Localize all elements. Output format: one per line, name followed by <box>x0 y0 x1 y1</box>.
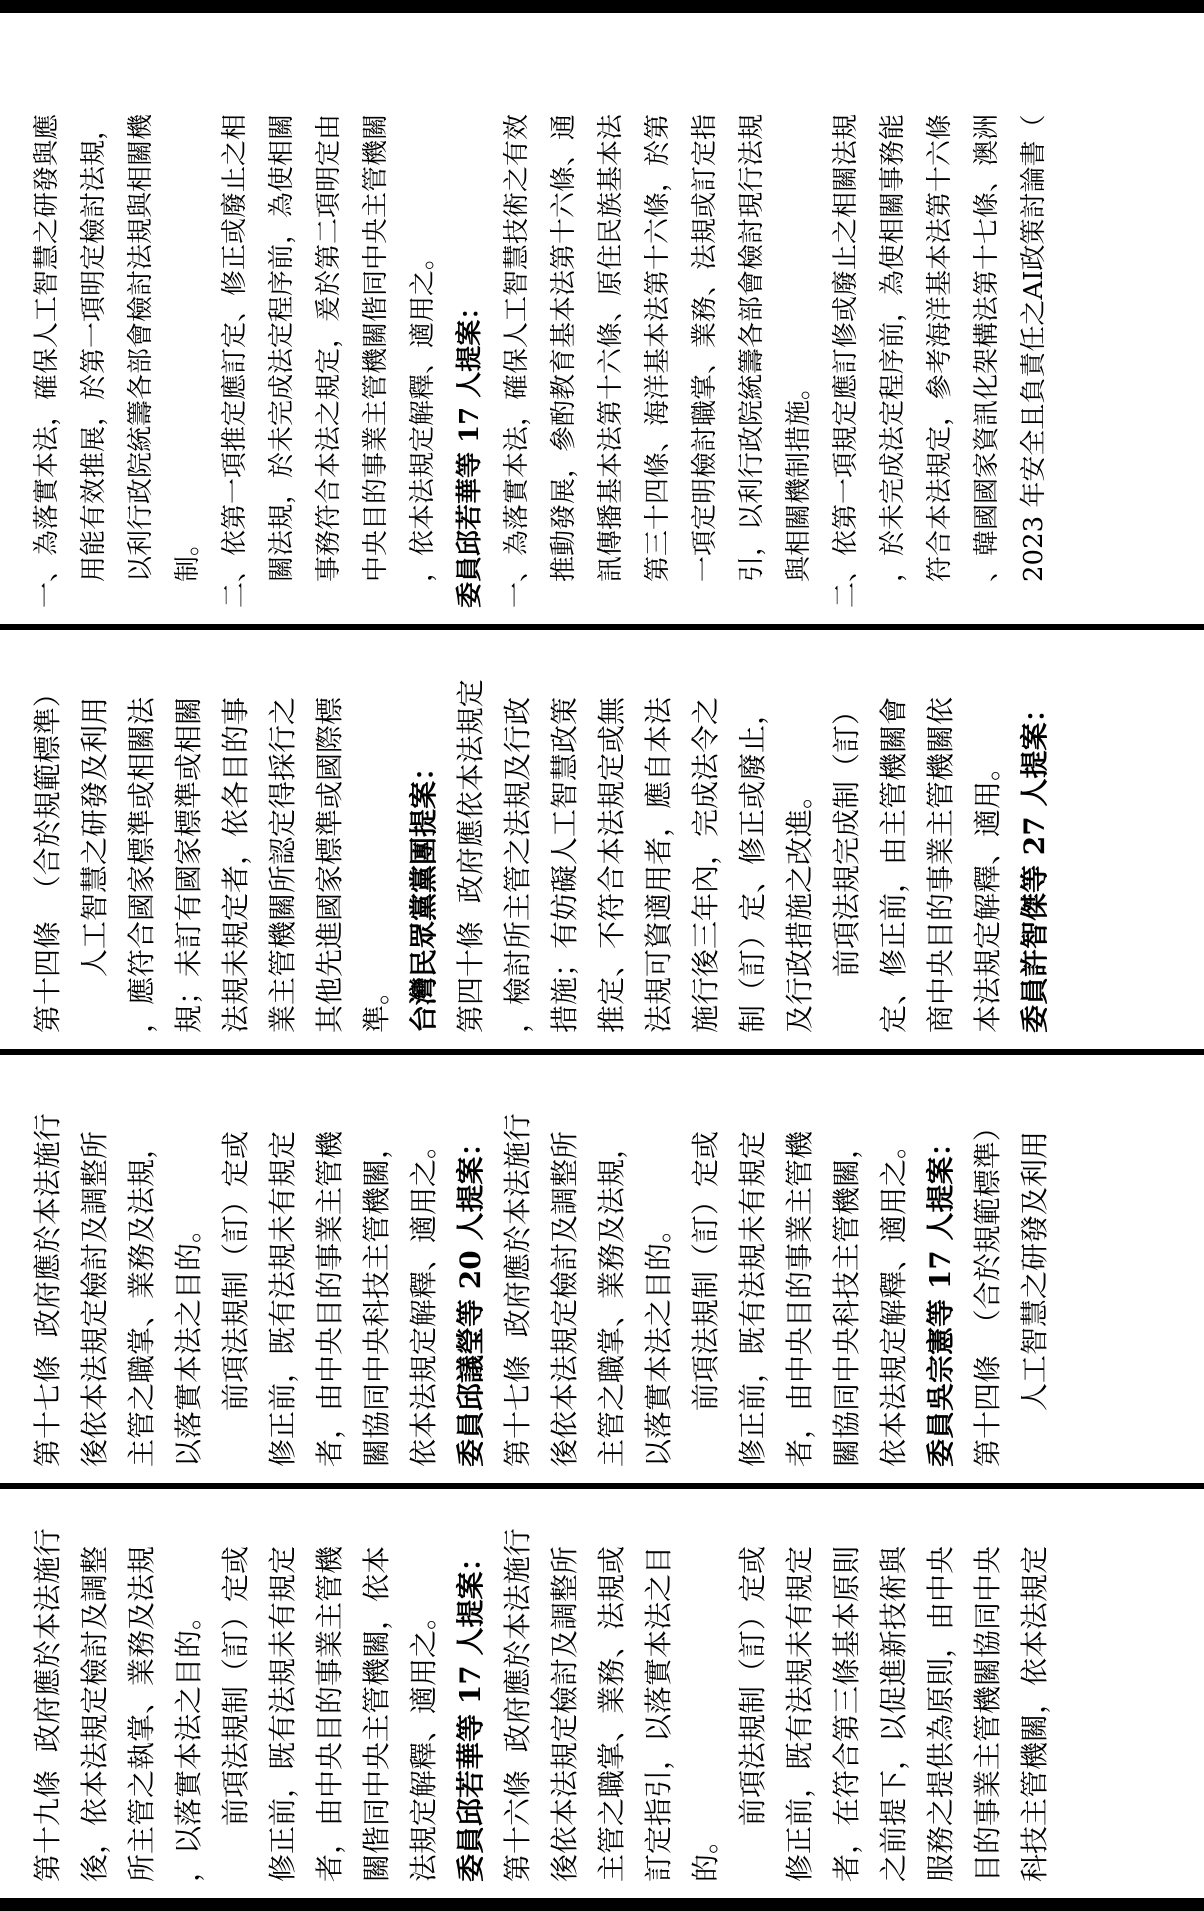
text-line: 依本法規定解釋、適用之。 <box>407 1130 440 1467</box>
text-line: 前項法規制（訂）定或 <box>219 1130 252 1411</box>
text-line: ，依本法規定解釋、適用之。 <box>408 243 438 582</box>
text-line: 第三十四條、海洋基本法第十六條，於第 <box>643 113 673 582</box>
table-cell-article-17-proposals <box>0 1055 1204 1489</box>
text-line: 之前提下，以促進新技術與 <box>877 1545 910 1882</box>
table-cell-explanation-column <box>0 13 1204 630</box>
text-line: 一項定明檢討職掌、業務、法規或訂定指 <box>690 113 720 582</box>
text-line: 法規定解釋、適用之。 <box>407 1601 440 1882</box>
text-line: 修正前，既有法規未有規定 <box>736 1130 769 1467</box>
text-line: 第十四條 （合於規範標準） <box>31 679 64 1033</box>
text-line: 業主管機關所認定得採行之 <box>266 696 299 1033</box>
text-line: 二、依第一項規定應訂修或廢止之相關法規 <box>831 113 861 608</box>
text-line: 用能有效推展，於第一項明定檢討法規， <box>79 113 109 582</box>
text-line: 以落實本法之目的。 <box>642 1214 675 1467</box>
text-line: 的。 <box>689 1825 722 1882</box>
text-line: 中央目的事業主管機關偕同中央主管機關 <box>361 113 391 582</box>
proposer-header-line: 台灣民眾黨黨團提案： <box>407 752 440 1033</box>
text-line: 後依本法規定檢討及調整所 <box>548 1545 581 1882</box>
text-line: 第十七條 政府應於本法施行 <box>31 1113 64 1467</box>
text-line: 修正前，既有法規未有規定 <box>266 1130 299 1467</box>
text-line: 者，由中央目的事業主管機 <box>313 1130 346 1467</box>
text-line: 、韓國國家資訊化架構法第十七條、澳洲 <box>972 113 1002 582</box>
text-line: 關協同中央科技主管機關， <box>830 1130 863 1467</box>
text-line: 所主管之執掌、業務及法規 <box>125 1545 158 1882</box>
text-line: 前項法規完成制（訂） <box>830 696 863 977</box>
text-line: 本法規定解釋、適用。 <box>971 752 1004 1033</box>
text-line: 法規可資適用者，應自本法 <box>642 696 675 1033</box>
text-line: 後依本法規定檢討及調整所 <box>548 1130 581 1467</box>
text-line: 制（訂）定、修正或廢止， <box>736 696 769 1033</box>
text-line: 符合本法規定，參考海洋基本法第十六條 <box>925 113 955 582</box>
text-line: 措施；有妨礙人工智慧政策 <box>548 696 581 1033</box>
text-line: 第十四條 （合於規範標準） <box>971 1113 1004 1467</box>
text-line: 人工智慧之研發及利用 <box>1018 1130 1051 1411</box>
text-line: 2023 年安全且負責任之AI政策討論書（ <box>1019 114 1049 582</box>
text-line: 以落實本法之目的。 <box>172 1214 205 1467</box>
text-line: 一、為落實本法，確保人工智慧之研發與應 <box>32 113 62 608</box>
proposer-header-line: 委員邱議瑩等 20 人提案： <box>454 1128 487 1467</box>
text-line: 施行後三年內，完成法令之 <box>689 696 722 1033</box>
text-line: 前項法規制（訂）定或 <box>219 1545 252 1826</box>
text-line: 訊傳播基本法第十六條、原住民族基本法 <box>596 113 626 582</box>
text-line: ，以落實本法之目的。 <box>172 1601 205 1882</box>
proposer-header-line: 委員邱若華等 17 人提案： <box>455 293 485 608</box>
text-line: 者，在符合第三條基本原則 <box>830 1545 863 1882</box>
text-line: 事務符合本法之規定，爰於第二項明定由 <box>314 113 344 582</box>
text-line: 引，以利行政院統籌各部會檢討現行法規 <box>737 113 767 582</box>
text-line: ，檢討所主管之法規及行政 <box>501 696 534 1033</box>
text-line: 第四十條 政府應依本法規定 <box>454 679 487 1033</box>
proposer-header-line: 委員邱若華等 17 人提案： <box>454 1543 487 1882</box>
text-line: 第十七條 政府應於本法施行 <box>501 1113 534 1467</box>
text-line: 修正前，既有法規未有規定 <box>266 1545 299 1882</box>
text-line: 其他先進國家標準或國際標 <box>313 696 346 1033</box>
text-line: 人工智慧之研發及利用 <box>78 696 111 977</box>
text-line: 第十九條 政府應於本法施行 <box>31 1528 64 1882</box>
table-cell-article-19-proposal <box>0 1489 1204 1898</box>
text-line: 服務之提供為原則，由中央 <box>924 1545 957 1882</box>
text-line: 制。 <box>173 529 203 582</box>
text-line: 推動發展，參酌教育基本法第十六條、通 <box>549 113 579 582</box>
proposer-header-line: 委員許智傑等 27 人提案： <box>1018 694 1051 1033</box>
text-line: ，應符合國家標準或相關法 <box>125 696 158 1033</box>
proposer-header-line: 委員吳宗憲等 17 人提案： <box>924 1128 957 1467</box>
text-line: 關偕同中央主管機關，依本 <box>360 1545 393 1882</box>
text-line: 第十六條 政府應於本法施行 <box>501 1528 534 1882</box>
text-line: 與相關機制措施。 <box>784 373 814 582</box>
text-line: 主管之職掌、業務及法規， <box>595 1130 628 1467</box>
text-line: 定、修正前，由主管機關會 <box>877 696 910 1033</box>
text-line: 商中央目的事業主管機關依 <box>924 696 957 1033</box>
text-line: 主管之職掌、業務及法規， <box>125 1130 158 1467</box>
text-line: 修正前，既有法規未有規定 <box>783 1545 816 1882</box>
text-line: 前項法規制（訂）定或 <box>736 1545 769 1826</box>
text-line: 目的事業主管機關協同中央 <box>971 1545 1004 1882</box>
text-line: 一、為落實本法，確保人工智慧技術之有效 <box>502 113 532 608</box>
text-line: 以利行政院統籌各部會檢討法規與相關機 <box>126 113 156 582</box>
text-line: ，於未完成法定程序前，為使相關事務能 <box>878 113 908 582</box>
text-line: 後依本法規定檢討及調整所 <box>78 1130 111 1467</box>
text-line: 推定、不符合本法規定或無 <box>595 696 628 1033</box>
text-line: 者，由中央目的事業主管機 <box>313 1545 346 1882</box>
text-line: 準。 <box>360 976 393 1033</box>
text-line: 科技主管機關，依本法規定 <box>1018 1545 1051 1882</box>
text-line: 後，依本法規定檢討及調整 <box>78 1545 111 1882</box>
text-line: 及行政措施之改進。 <box>783 780 816 1033</box>
text-line: 二、依第一項推定應訂定、修正或廢止之相 <box>220 113 250 608</box>
text-line: 訂定指引，以落實本法之目 <box>642 1545 675 1882</box>
text-line: 主管之職掌、業務、法規或 <box>595 1545 628 1882</box>
text-line: 規；未訂有國家標準或相關 <box>172 696 205 1033</box>
table-cell-article-14-and-40-proposals <box>0 630 1204 1055</box>
text-line: 關協同中央科技主管機關， <box>360 1130 393 1467</box>
text-line: 關法規，於未完成法定程序前，為使相關 <box>267 113 297 582</box>
text-line: 依本法規定解釋、適用之。 <box>877 1130 910 1467</box>
text-line: 法規未規定者，依各目的事 <box>219 696 252 1033</box>
text-line: 者，由中央目的事業主管機 <box>783 1130 816 1467</box>
text-line: 前項法規制（訂）定或 <box>689 1130 722 1411</box>
